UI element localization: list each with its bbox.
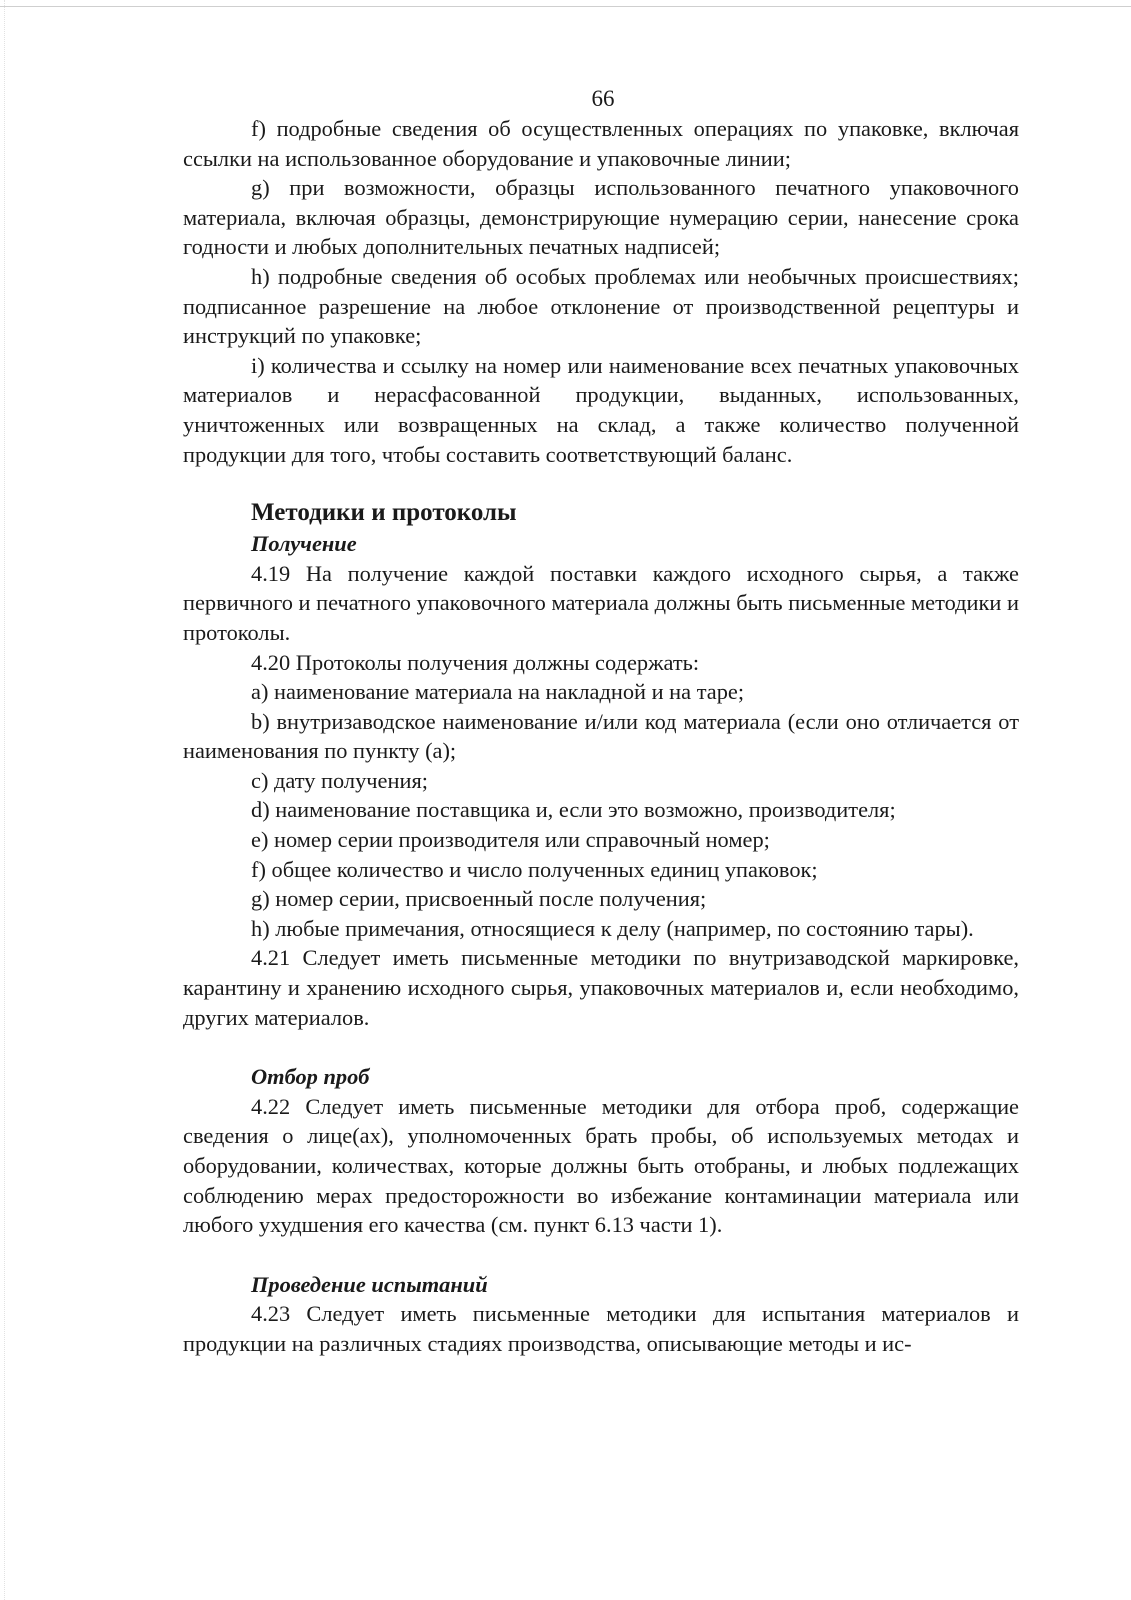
- scan-edge-line: [0, 6, 1131, 7]
- list-item-c: c) дату получения;: [251, 767, 428, 793]
- list-item-g2: g) номер серии, присвоенный после получения;: [251, 886, 707, 912]
- paragraph-4-20: 4.20 Протоколы получения должны содержать:: [251, 649, 700, 675]
- list-item-g: g) при возможности, образцы использованного печатного упаковочного материала, включая образцы, демонстрирующие нумерацию серии, нанесение срока годности и любых дополнительных печатных надписей;: [183, 175, 1019, 260]
- paragraph-4-22: 4.22 Следует иметь письменные методики для отбора проб, содержащие сведения о лице(ах), уполномоченных брать пробы, об используемых методах и оборудовании, количествах, которые должны быть отобраны, и любых подлежащих соблюдению мерах предосторожности во избежание контаминации материала или любого ухудшения его качества (см. пункт 6.13 части 1).: [183, 1093, 1019, 1238]
- paragraph-4-23: 4.23 Следует иметь письменные методики для испытания материалов и продукции на различных стадиях производства, описывающие методы и ис-: [183, 1301, 1019, 1356]
- list-item-a: a) наименование материала на накладной и на таре;: [251, 679, 745, 705]
- list-item-h2: h) любые примечания, относящиеся к делу (например, по состоянию тары).: [251, 915, 974, 941]
- list-item-h: h) подробные сведения об особых проблемах или необычных происшествиях; подписанное разрешение на любое отклонение от производственной рецептуры и инструкций по упаковке;: [183, 263, 1019, 349]
- receipt-paragraphs: [183, 559, 1019, 1033]
- subheading-receipt: Получение: [251, 531, 357, 557]
- sampling-paragraphs: [183, 1092, 1019, 1240]
- list-item-f: f) подробные сведения об осуществленных операциях по упаковке, включая ссылки на использованное оборудование и упаковочные линии;: [183, 116, 1019, 171]
- section-title: Методики и протоколы: [251, 499, 517, 527]
- list-item-i: i) количества и ссылку на номер или наименование всех печатных упаковочных материалов и нерасфасованной продукции, выданных, использованных, уничтоженных или возвращенных на склад, а также количество полученной продукции для того, чтобы составить соответствующий баланс.: [183, 352, 1019, 467]
- packaging-record-items: [183, 114, 1019, 469]
- testing-paragraphs: [183, 1299, 1019, 1358]
- list-item-e: e) номер серии производителя или справочный номер;: [251, 827, 770, 853]
- scan-margin-line: [4, 0, 5, 1600]
- subheading-testing: Проведение испытаний: [251, 1271, 488, 1297]
- page-number: 66: [591, 86, 615, 111]
- list-item-b: b) внутризаводское наименование и/или код материала (если оно отличается от наименования по пункту (а);: [183, 708, 1019, 764]
- subheading-sampling: Отбор проб: [251, 1064, 370, 1090]
- paragraph-4-19: 4.19 На получение каждой поставки каждого исходного сырья, а также первичного и печатного упаковочного материала должны быть письменные методики и протоколы.: [183, 560, 1019, 645]
- list-item-f2: f) общее количество и число полученных единиц упаковок;: [251, 856, 818, 882]
- document-page: [183, 84, 1019, 1359]
- list-item-d: d) наименование поставщика и, если это возможно, производителя;: [251, 797, 896, 823]
- paragraph-4-21: 4.21 Следует иметь письменные методики по внутризаводской маркировке, карантину и хранению исходного сырья, упаковочных материалов и, если необходимо, других материалов.: [183, 945, 1019, 1030]
